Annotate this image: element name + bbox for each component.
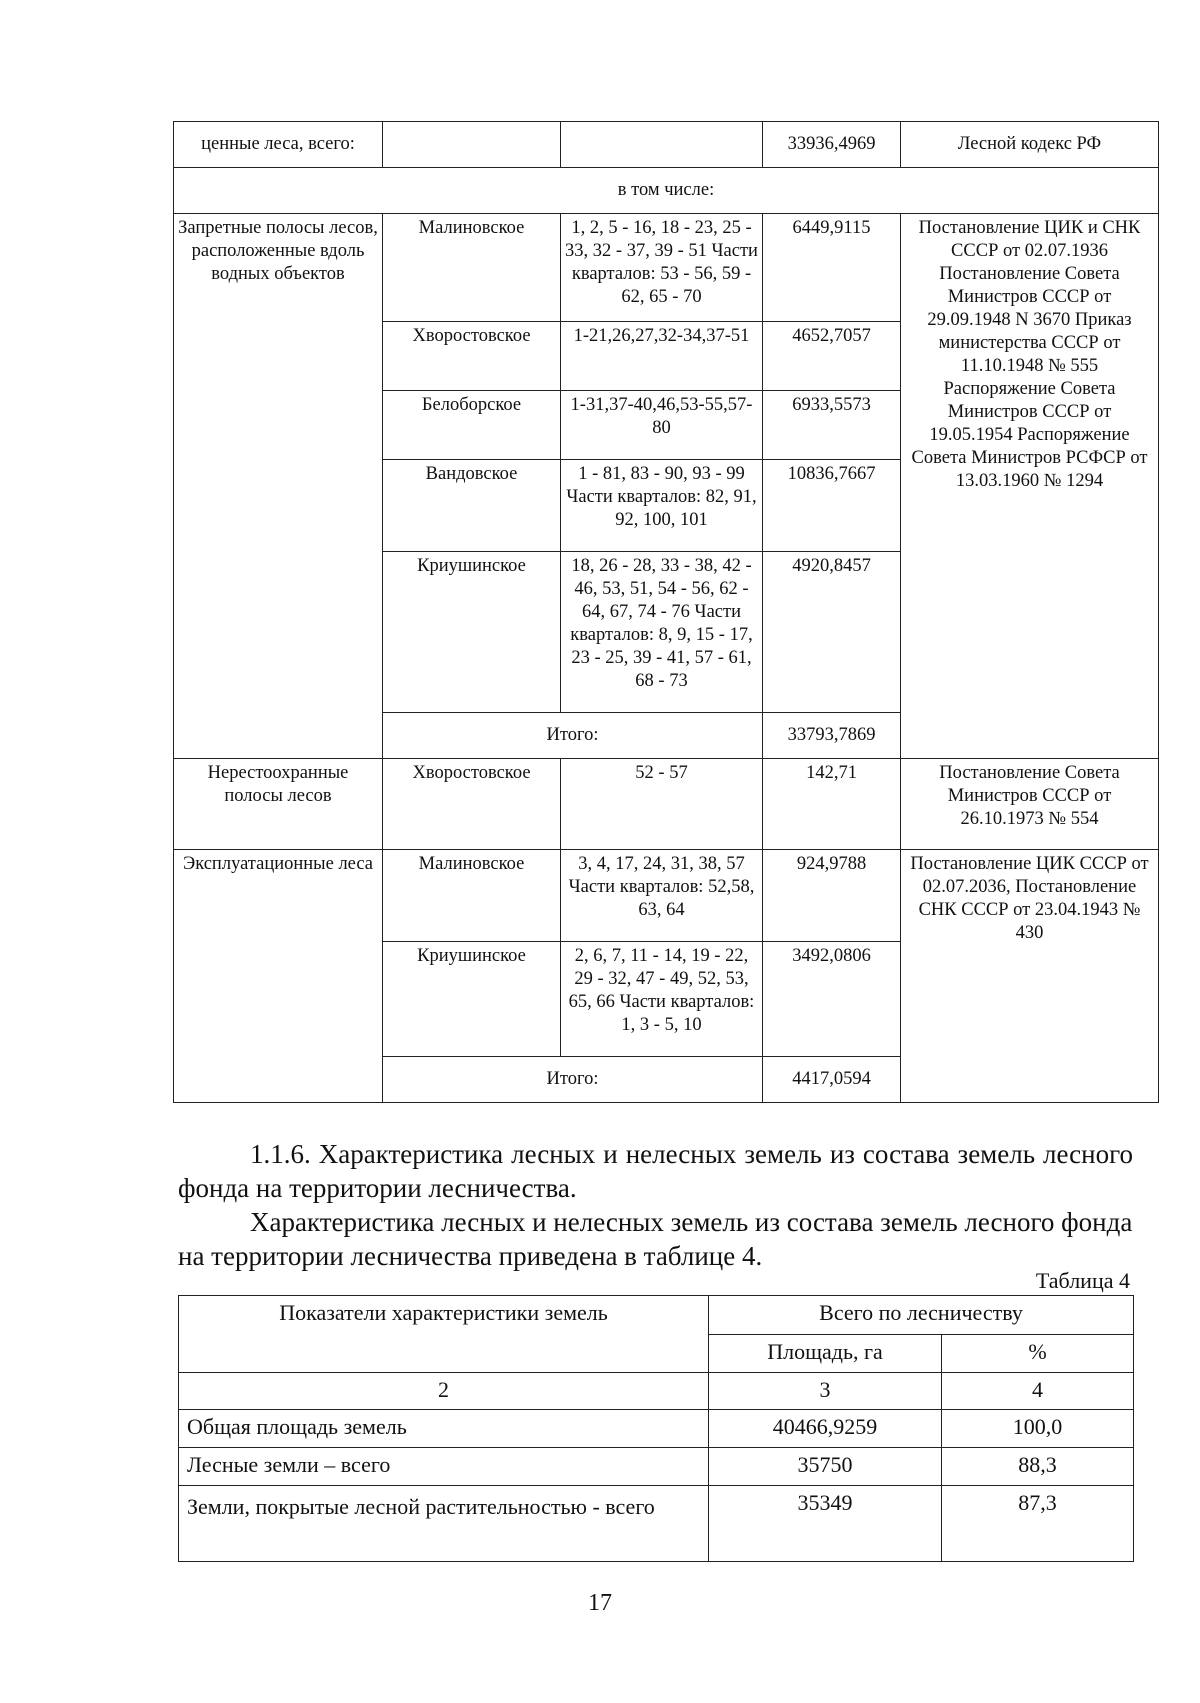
quarters-cell: 52 - 57 bbox=[561, 759, 763, 850]
basis-cell: Лесной кодекс РФ bbox=[901, 122, 1159, 168]
table-row bbox=[179, 1486, 1134, 1562]
table-caption: Таблица 4 bbox=[1035, 1268, 1130, 1293]
section-paragraph bbox=[178, 1205, 1133, 1273]
category-cell: ценные леса, всего: bbox=[174, 122, 383, 168]
quarters-cell: 1, 2, 5 - 16, 18 - 23, 25 - 33, 32 - 37, 39 - 51 Части кварталов: 53 - 56, 59 - 62, 65 - 70 bbox=[561, 214, 763, 322]
indicator-cell: Земли, покрытые лесной растительностью - всего bbox=[179, 1486, 709, 1562]
column-number-cell: 2 bbox=[179, 1373, 709, 1410]
category-cell: Запретные полосы лесов, расположенные вдоль водных объектов bbox=[174, 214, 383, 759]
quarters-cell: 1-21,26,27,32-34,37-51 bbox=[561, 322, 763, 391]
area-cell: 40466,9259 bbox=[709, 1410, 942, 1448]
table-row bbox=[174, 214, 1159, 322]
area-cell: 4652,7057 bbox=[763, 322, 901, 391]
quarters-cell: 1-31,37-40,46,53-55,57- 80 bbox=[561, 391, 763, 460]
table-row bbox=[174, 122, 1159, 168]
section-heading bbox=[178, 1137, 1133, 1205]
forestry-cell: Хворостовское bbox=[383, 759, 561, 850]
section-paragraph-text: Характеристика лесных и нелесных земель из состава земель лесного фонда на территории лесничества приведена в таблице 4. bbox=[178, 1207, 1133, 1271]
forestry-cell: Хворостовское bbox=[383, 322, 561, 391]
column-number-row bbox=[179, 1373, 1134, 1410]
quarters-cell bbox=[561, 122, 763, 168]
area-cell: 6449,9115 bbox=[763, 214, 901, 322]
total-area-cell: 4417,0594 bbox=[763, 1057, 901, 1103]
total-label-cell: Итого: bbox=[383, 1057, 763, 1103]
basis-cell: Постановление Совета Министров СССР от 26.10.1973 № 554 bbox=[901, 759, 1159, 850]
table-row bbox=[174, 168, 1159, 214]
quarters-cell: 1 - 81, 83 - 90, 93 - 99 Части кварталов: 82, 91, 92, 100, 101 bbox=[561, 460, 763, 552]
table-row bbox=[179, 1448, 1134, 1486]
area-cell: 924,9788 bbox=[763, 850, 901, 942]
area-cell: 10836,7667 bbox=[763, 460, 901, 552]
table-header-row bbox=[179, 1296, 1134, 1335]
table-row bbox=[174, 759, 1159, 850]
area-cell: 6933,5573 bbox=[763, 391, 901, 460]
area-cell: 4920,8457 bbox=[763, 552, 901, 713]
forestry-cell: Малиновское bbox=[383, 850, 561, 942]
basis-cell: Постановление ЦИК и СНК СССР от 02.07.1936 Постановление Совета Министров СССР от 29.09.1948 N 3670 Приказ министерства СССР от 11.10.1948 № 555 Распоряжение Совета Министров СССР от 19.05.1954 Распоряжение Совета Министров РСФСР от 13.03.1960 № 1294 bbox=[901, 214, 1159, 759]
area-cell: 33936,4969 bbox=[763, 122, 901, 168]
percent-cell: 88,3 bbox=[942, 1448, 1134, 1486]
area-cell: 142,71 bbox=[763, 759, 901, 850]
land-characteristics-table bbox=[178, 1295, 1134, 1562]
indicator-cell: Лесные земли – всего bbox=[179, 1448, 709, 1486]
indicator-cell: Общая площадь земель bbox=[179, 1410, 709, 1448]
area-cell: 35750 bbox=[709, 1448, 942, 1486]
percent-cell: 87,3 bbox=[942, 1486, 1134, 1562]
percent-cell: 100,0 bbox=[942, 1410, 1134, 1448]
protective-forests-table bbox=[173, 121, 1159, 1103]
forestry-cell bbox=[383, 122, 561, 168]
header-percent-cell: % bbox=[942, 1335, 1134, 1373]
forestry-cell: Вандовское bbox=[383, 460, 561, 552]
total-area-cell: 33793,7869 bbox=[763, 713, 901, 759]
table-row bbox=[179, 1410, 1134, 1448]
forestry-cell: Криушинское bbox=[383, 942, 561, 1057]
header-indicator-cell: Показатели характеристики земель bbox=[179, 1296, 709, 1373]
area-cell: 3492,0806 bbox=[763, 942, 901, 1057]
category-cell: Нерестоохранные полосы лесов bbox=[174, 759, 383, 850]
total-label-cell: Итого: bbox=[383, 713, 763, 759]
column-number-cell: 4 bbox=[942, 1373, 1134, 1410]
forestry-cell: Белоборское bbox=[383, 391, 561, 460]
forestry-cell: Малиновское bbox=[383, 214, 561, 322]
category-cell: Эксплуатационные леса bbox=[174, 850, 383, 1103]
including-cell: в том числе: bbox=[174, 168, 1159, 214]
quarters-cell: 2, 6, 7, 11 - 14, 19 - 22, 29 - 32, 47 - 49, 52, 53, 65, 66 Части кварталов: 1, 3 - 5, 10 bbox=[561, 942, 763, 1057]
column-number-cell: 3 bbox=[709, 1373, 942, 1410]
table-row bbox=[174, 850, 1159, 942]
basis-cell: Постановление ЦИК СССР от 02.07.2036, Постановление СНК СССР от 23.04.1943 № 430 bbox=[901, 850, 1159, 1103]
header-total-cell: Всего по лесничеству bbox=[709, 1296, 1134, 1335]
section-heading-text: 1.1.6. Характеристика лесных и нелесных земель из состава земель лесного фонда на территории лесничества. bbox=[178, 1139, 1133, 1203]
page-number: 17 bbox=[588, 1590, 612, 1616]
area-cell: 35349 bbox=[709, 1486, 942, 1562]
header-area-cell: Площадь, га bbox=[709, 1335, 942, 1373]
quarters-cell: 18, 26 - 28, 33 - 38, 42 - 46, 53, 51, 54 - 56, 62 - 64, 67, 74 - 76 Части кварталов: 8, 9, 15 - 17, 23 - 25, 39 - 41, 57 - 61, 68 - 73 bbox=[561, 552, 763, 713]
forestry-cell: Криушинское bbox=[383, 552, 561, 713]
quarters-cell: 3, 4, 17, 24, 31, 38, 57 Части кварталов: 52,58, 63, 64 bbox=[561, 850, 763, 942]
